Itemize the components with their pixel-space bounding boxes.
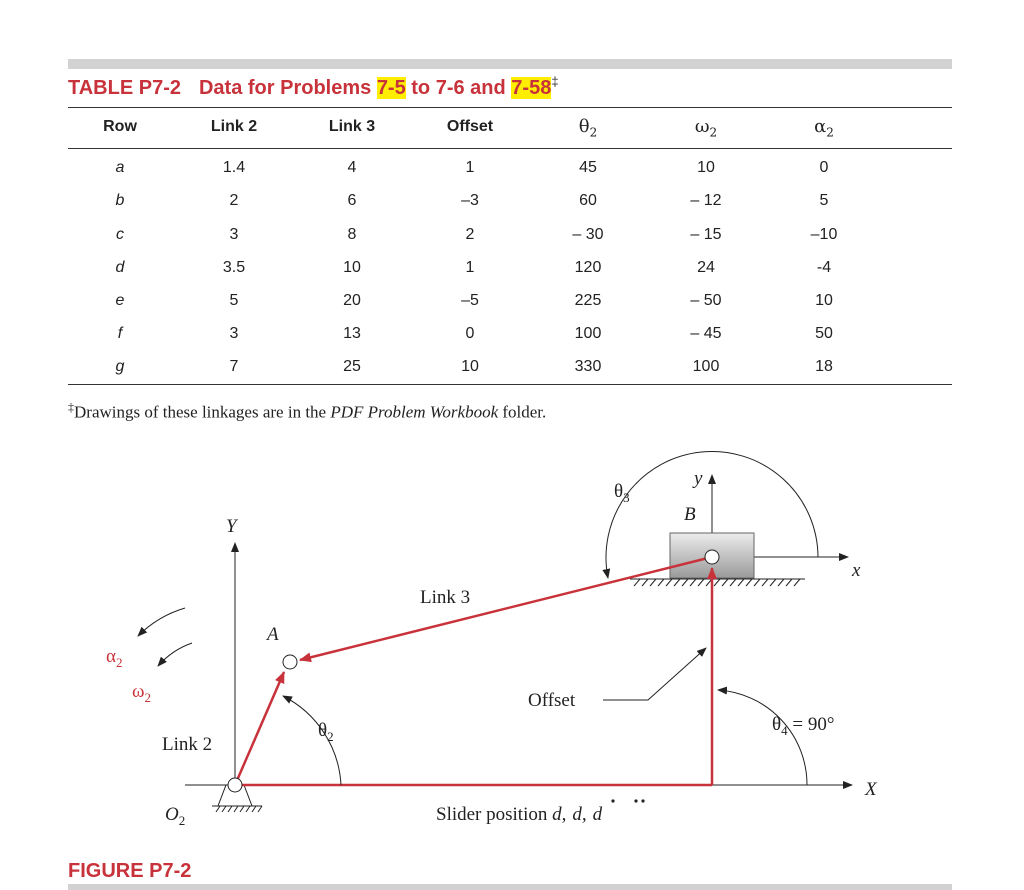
cell-theta2: 100	[574, 325, 602, 342]
cell-link2: 7	[229, 358, 239, 375]
footnote-text-post: folder.	[498, 402, 547, 422]
label-local-y: y	[694, 468, 703, 489]
cell-link3: 13	[343, 325, 361, 342]
cell-alpha2: 10	[815, 292, 833, 309]
figure-bottom-rule	[68, 884, 952, 890]
cell-omega2: 24	[697, 259, 715, 276]
double-dot-right	[641, 799, 644, 802]
theta4-arc	[718, 690, 807, 785]
cell-row-label: b	[115, 192, 125, 209]
cell-link2: 5	[229, 292, 239, 309]
link-2	[235, 672, 284, 785]
cell-link2: 3	[229, 325, 239, 342]
cell-alpha2: 50	[815, 325, 833, 342]
label-x-axis: X	[865, 779, 877, 800]
offset-leader	[603, 648, 706, 700]
cell-omega2: 100	[692, 358, 720, 375]
cell-alpha2: 5	[819, 192, 829, 209]
link-3	[300, 557, 712, 660]
cell-link3: 4	[347, 159, 357, 176]
cell-offset: 2	[465, 226, 475, 243]
figure-caption: FIGURE P7-2	[68, 860, 192, 882]
cell-link3: 10	[343, 259, 361, 276]
cell-link3: 8	[347, 226, 357, 243]
pin-a	[283, 655, 297, 669]
cell-link2: 1.4	[222, 159, 246, 176]
cell-link3: 6	[347, 192, 357, 209]
cell-link2: 3.5	[222, 259, 246, 276]
col-header-offset: Offset	[446, 118, 494, 135]
cell-link3: 25	[343, 358, 361, 375]
cell-row-label: a	[115, 159, 125, 176]
label-link3: Link 3	[420, 587, 471, 608]
cell-theta2: 120	[574, 259, 602, 276]
problem-link-7-5[interactable]: 7-5	[376, 77, 406, 99]
cell-theta2: 45	[579, 159, 597, 176]
cell-alpha2: -4	[816, 259, 832, 276]
cell-row-label: g	[115, 358, 125, 375]
label-omega2: $\omega_2$	[132, 681, 152, 705]
cell-offset: 1	[465, 259, 475, 276]
cell-alpha2: 0	[819, 159, 829, 176]
footnote-text-em: PDF Problem Workbook	[330, 402, 499, 422]
cell-omega2: – 12	[690, 192, 722, 209]
col-header-alpha2: $\alpha_2$	[814, 116, 834, 140]
cell-omega2: – 15	[690, 226, 722, 243]
label-y-axis: Y	[226, 516, 237, 537]
cell-omega2: – 50	[690, 292, 722, 309]
cell-link2: 2	[229, 192, 239, 209]
cell-offset: –3	[461, 192, 479, 209]
pin-b	[705, 550, 719, 564]
double-dagger-mark: ‡	[551, 74, 559, 89]
cell-alpha2: –10	[810, 226, 838, 243]
cell-offset: 0	[465, 325, 475, 342]
label-theta2: $\theta_2$	[318, 720, 334, 744]
cell-link3: 20	[343, 292, 361, 309]
label-slider-position: Slider position d, d, d	[436, 804, 603, 825]
pin-o2	[228, 778, 242, 792]
cell-omega2: – 45	[690, 325, 722, 342]
label-offset: Offset	[528, 690, 576, 711]
label-theta4: $\theta_4 = 90^\circ$	[772, 714, 835, 738]
cell-theta2: 60	[579, 192, 597, 209]
single-dot	[611, 799, 614, 802]
label-alpha2: $\alpha_2$	[106, 646, 123, 670]
cell-link2: 3	[229, 226, 239, 243]
table-title-pre: Data for Problems	[198, 77, 377, 99]
cell-theta2: – 30	[572, 226, 604, 243]
cell-row-label: d	[115, 259, 125, 276]
cell-alpha2: 18	[815, 358, 833, 375]
cell-row-label: e	[115, 292, 125, 309]
col-header-link2: Link 2	[210, 118, 258, 135]
slider-ground-hatch	[630, 579, 805, 586]
label-link2: Link 2	[162, 734, 213, 755]
cell-row-label: f	[117, 325, 123, 342]
problem-link-7-58[interactable]: 7-58	[511, 77, 552, 99]
col-header-theta2: $\theta_2$	[578, 116, 598, 140]
label-o2: $O_2$	[165, 804, 186, 828]
omega2-arrow	[158, 643, 192, 666]
double-dot-left	[634, 799, 637, 802]
cell-offset: 1	[465, 159, 475, 176]
cell-offset: 10	[461, 358, 479, 375]
cell-row-label: c	[116, 226, 124, 243]
label-point-a: A	[267, 624, 279, 645]
col-header-omega2: $\omega_2$	[694, 116, 718, 140]
cell-theta2: 330	[574, 358, 602, 375]
cell-offset: –5	[461, 292, 479, 309]
table-title-mid: to 7-6 and	[405, 77, 512, 99]
footnote-mark: ‡	[68, 400, 74, 414]
label-theta3: $\theta_3$	[614, 481, 630, 505]
col-header-row: Row	[103, 118, 137, 135]
col-header-link3: Link 3	[328, 118, 376, 135]
label-local-x: x	[852, 560, 861, 581]
cell-theta2: 225	[574, 292, 602, 309]
label-point-b: B	[684, 504, 696, 525]
footnote-text-pre: Drawings of these linkages are in the	[74, 402, 331, 422]
alpha2-arrow	[138, 608, 185, 636]
cell-omega2: 10	[697, 159, 715, 176]
table-number: TABLE P7-2	[68, 77, 181, 99]
